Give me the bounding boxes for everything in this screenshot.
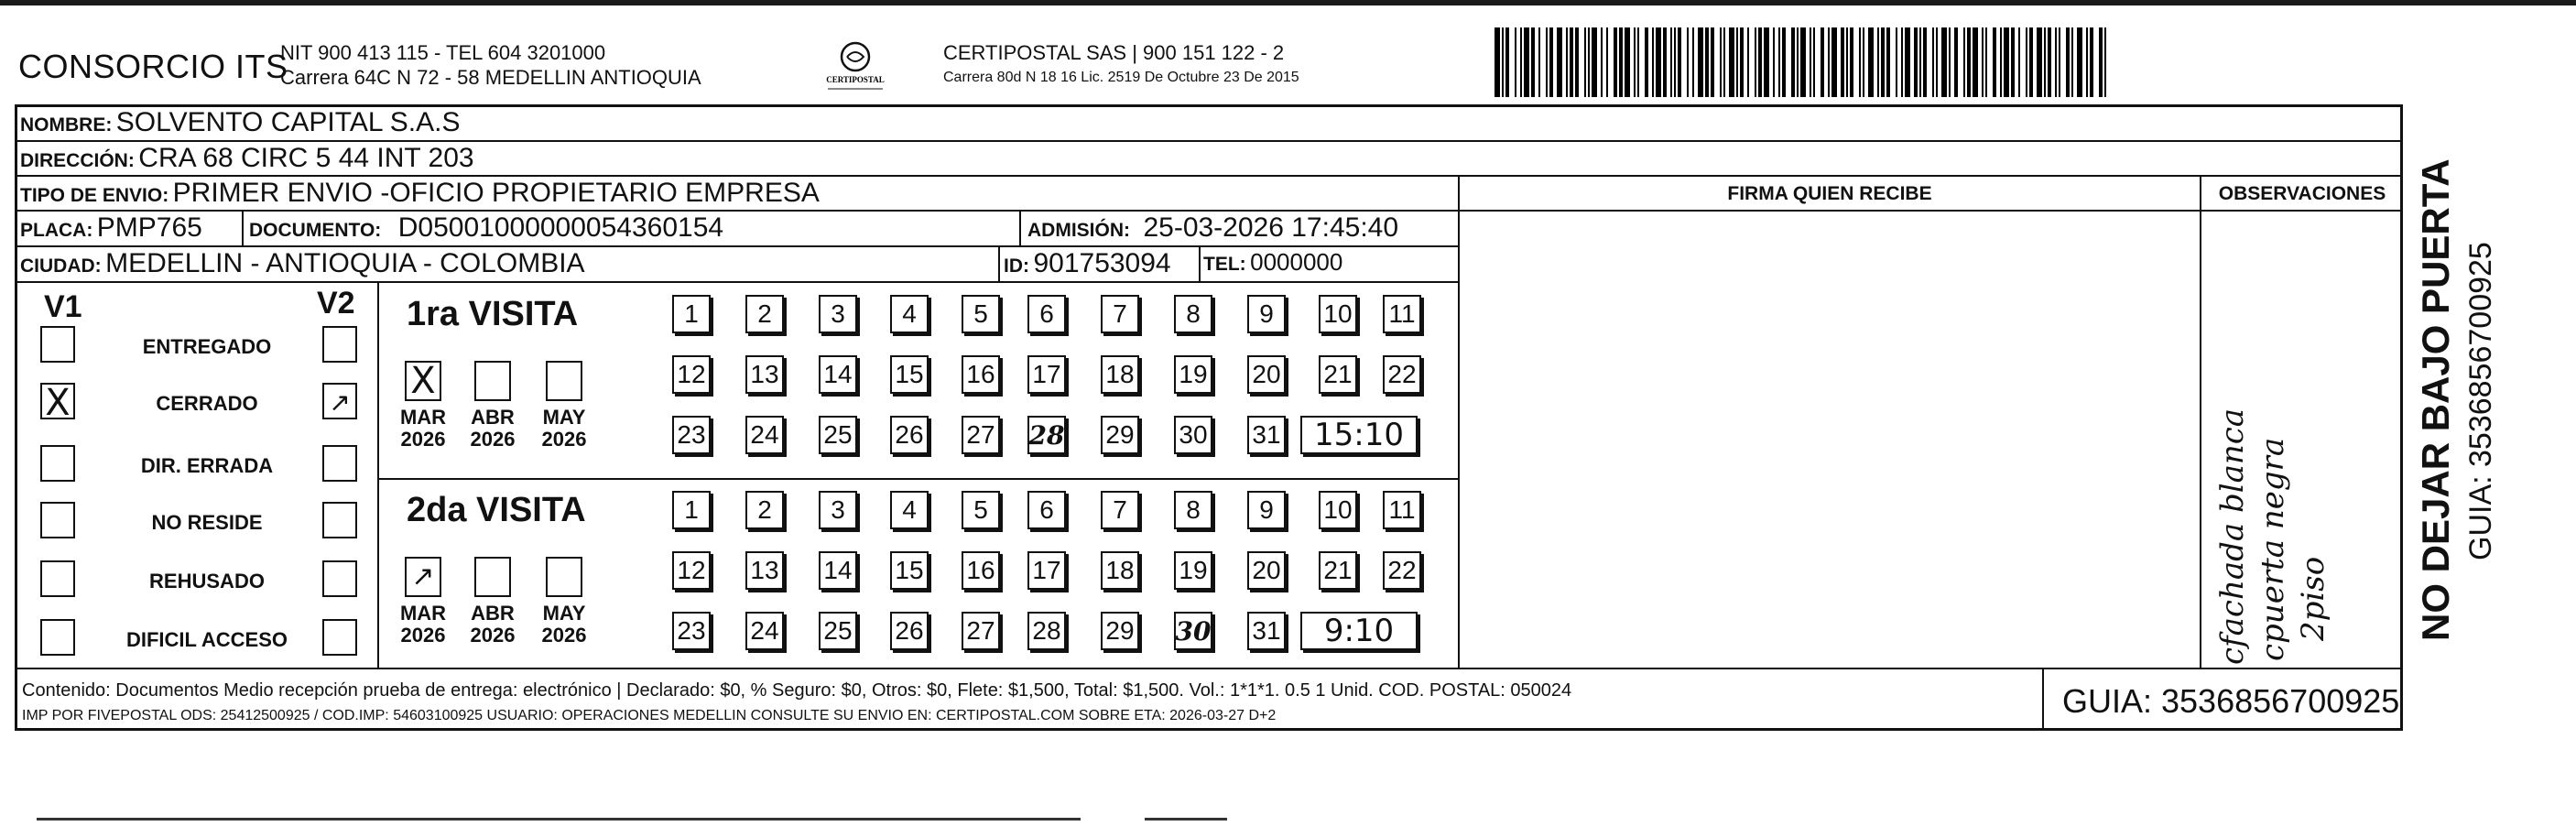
barcode-bar [1614,27,1617,97]
barcode-bar [1967,27,1971,97]
id-cell [1004,248,1171,279]
barcode-bar [1524,27,1529,97]
nombre-value: SOLVENTO CAPITAL S.A.S [115,107,461,137]
barcode-bar [1601,27,1603,97]
v2-checkbox[interactable] [322,619,357,656]
day-box[interactable]: 13 [745,551,784,590]
status-label: NO RESIDE [151,511,263,534]
day-box[interactable]: 17 [1027,551,1066,590]
id-value: 901753094 [1033,248,1171,278]
barcode-bar [1720,27,1722,97]
barcode-bar [1800,27,1806,97]
day-box[interactable]: 23 [672,612,711,650]
day-box[interactable]: 7 [1101,491,1139,529]
day-box[interactable]: 20 [1247,355,1286,394]
day-box[interactable]: 19 [1174,551,1212,590]
day-box[interactable]: 21 [1319,355,1357,394]
v1-checkbox[interactable] [40,382,75,424]
barcode-bar [2055,27,2057,97]
v2-checkbox[interactable] [322,560,357,597]
day-box[interactable]: 11 [1383,491,1421,529]
barcode-bar [1692,27,1694,97]
month-checkbox[interactable] [405,557,441,597]
day-box[interactable]: 3 [819,295,857,333]
month-name: MAY [542,602,586,625]
barcode-bar [1901,27,1903,97]
month-checkbox[interactable] [546,557,582,597]
barcode-bar [1868,27,1874,97]
barcode-bar [1828,27,1830,97]
day-box[interactable]: 22 [1383,355,1421,394]
month-checkbox[interactable] [474,557,511,597]
documento-value: D05001000000054360154 [397,212,724,243]
visit-time[interactable]: 9:10 [1300,612,1418,650]
v2-checkbox[interactable] [322,445,357,482]
day-box[interactable]: 3 [819,491,857,529]
day-box[interactable]: 25 [819,416,857,454]
day-box[interactable]: 31 [1247,612,1286,650]
day-box[interactable]: 2 [745,491,784,529]
barcode-bar [1982,27,1984,97]
barcode-bar [1859,27,1861,97]
day-box[interactable]: 1 [672,491,711,529]
tel-label: TEL: [1203,254,1246,275]
footer-guia: GUIA: 3536856700925 [2062,682,2400,720]
barcode-bar [1549,27,1553,97]
barcode-bar [2004,27,2009,97]
barcode-bar [2104,27,2106,97]
barcode-bar [1831,27,1837,97]
day-box[interactable]: 16 [962,355,1000,394]
day-box[interactable]: 17 [1027,355,1066,394]
barcode-bar [1846,27,1848,97]
admision-cell [1027,212,1398,244]
day-box[interactable]: 10 [1319,491,1357,529]
col-divider [2200,175,2201,668]
barcode-bar [1863,27,1864,97]
tipo-value: PRIMER ENVIO -OFICIO PROPIETARIO EMPRESA [172,178,820,208]
month-year: 2026 [400,624,446,647]
barcode-bar [1841,27,1844,97]
barcode-bar [2037,27,2042,97]
barcode-bar [1656,27,1661,97]
month-label [537,407,592,451]
direccion-value: CRA 68 CIRC 5 44 INT 203 [138,143,474,173]
svg-text:CERTIPOSTAL: CERTIPOSTAL [826,75,885,84]
barcode-bar [1570,27,1573,97]
month-label [396,603,451,647]
ciudad-label: CIUDAD: [20,255,102,277]
barcode-bar [1954,27,1958,97]
barcode-bar [1782,27,1786,97]
month-year: 2026 [470,624,516,647]
ciudad-cell [20,248,585,279]
day-box[interactable]: 6 [1027,295,1066,333]
day-box[interactable]: 25 [819,612,857,650]
documento-cell [249,212,723,244]
day-box[interactable]: 5 [962,491,1000,529]
barcode-bar [1896,27,1897,97]
barcode-bar [1821,27,1824,97]
barcode-bar [1850,27,1853,97]
footer-print-info: IMP POR FIVEPOSTAL ODS: 25412500925 / COD.IMP: 54603100925 USUARIO: OPERACIONES MEDELLIN CONSULTE SU ENVIO EN: CERTIPOSTAL.COM SOBRE ETA: 2026-03-27 D+2 [22,708,1277,723]
day-box[interactable]: 18 [1101,551,1139,590]
barcode-bar [1505,27,1509,97]
scan-edge [37,818,1081,821]
nombre-row [20,107,460,138]
barcode-bar [2000,27,2002,97]
admision-label: ADMISIÓN: [1027,220,1130,241]
v1-checkbox[interactable] [40,619,75,656]
day-box[interactable]: 15 [890,355,929,394]
barcode-bar [1886,27,1890,97]
month-year: 2026 [541,624,587,647]
barcode-bar [1502,27,1504,97]
barcode-bar [2066,27,2070,97]
id-label: ID: [1004,255,1029,277]
day-box[interactable]: 16 [962,551,1000,590]
company-info [280,40,701,90]
month-year: 2026 [541,428,587,451]
status-label: ENTREGADO [142,335,272,358]
placa-cell [20,212,202,244]
barcode-bar [1963,27,1965,97]
v2-checkbox[interactable] [322,502,357,538]
cell-divider [998,245,1000,282]
barcode-bar [1634,27,1636,97]
day-box[interactable]: 11 [1383,295,1421,333]
barcode-bar [1914,27,1918,97]
day-box[interactable]: 14 [819,551,857,590]
day-box[interactable]: 28 [1027,612,1066,650]
ciudad-value: MEDELLIN - ANTIOQUIA - COLOMBIA [105,248,585,278]
day-box[interactable]: 9 [1247,491,1286,529]
tipo-row [20,178,820,209]
barcode-bar [1538,27,1540,97]
month-year: 2026 [400,428,446,451]
day-box[interactable]: 19 [1174,355,1212,394]
barcode-bar [2059,27,2060,97]
v1-checkbox[interactable] [40,445,75,482]
day-box[interactable]: 26 [890,416,929,454]
barcode-bar [1645,27,1648,97]
barcode-bar [1813,27,1815,97]
direccion-label: DIRECCIÓN: [20,150,135,171]
day-box[interactable]: 24 [745,612,784,650]
footer-guia-divider [2042,668,2044,731]
day-box[interactable]: 6 [1027,491,1066,529]
barcode-bar [1520,27,1522,97]
day-box[interactable]: 12 [672,355,711,394]
barcode-bar [1993,27,1996,97]
month-label [465,407,520,451]
month-label [396,407,451,451]
barcode-bar [1625,27,1630,97]
month-name: ABR [471,602,515,625]
barcode-bar [1740,27,1744,97]
cell-divider [1019,210,1021,246]
day-box[interactable]: 10 [1319,295,1357,333]
barcode-bar [1941,27,1947,97]
cert-line: CERTIPOSTAL SAS | 900 151 122 - 2 [943,41,1285,64]
barcode-bar [2077,27,2082,97]
tipo-label: TIPO DE ENVIO: [20,185,169,206]
barcode-bar [1764,27,1769,97]
barcode-bar [1705,27,1709,97]
firma-header: FIRMA QUIEN RECIBE [1727,183,1932,204]
day-box[interactable]: 29 [1101,416,1139,454]
status-label: DIR. ERRADA [140,454,274,477]
tel-value: 0000000 [1250,248,1343,276]
row-divider [15,140,2403,142]
month-label [465,603,520,647]
day-box[interactable]: 23 [672,416,711,454]
observaciones-note-3: 2piso [2295,556,2331,641]
col-divider [1458,175,1460,668]
day-box[interactable]: 27 [962,416,1000,454]
barcode-bar [1936,27,1938,97]
barcode-bar [2011,27,2015,97]
barcode-bar [1698,27,1703,97]
v2-label: V2 [317,286,355,321]
address-line: Carrera 64C N 72 - 58 MEDELLIN ANTIOQUIA [280,66,701,89]
barcode-bar [1531,27,1535,97]
barcode-bar [1723,27,1725,97]
visit-title: 2da VISITA [407,491,586,529]
barcode-bar [1923,27,1927,97]
barcode-bar [1566,27,1568,97]
month-name: MAR [399,406,447,429]
placa-label: PLACA: [20,220,93,241]
month-check-mark: X [410,360,436,402]
barcode-bar [1588,27,1590,97]
v1-label: V1 [44,289,82,324]
barcode-bar [1729,27,1734,97]
status-label: CERRADO [156,392,258,415]
v1-checkbox[interactable] [40,560,75,597]
tel-cell [1203,248,1342,277]
barcode-bar [1881,27,1885,97]
observaciones-header: OBSERVACIONES [2218,183,2386,204]
barcode-bar [2044,27,2046,97]
barcode-bar [1877,27,1879,97]
barcode-bar [1546,27,1548,97]
day-box[interactable]: 13 [745,355,784,394]
month-name: ABR [471,406,515,429]
day-box[interactable]: 9 [1247,295,1286,333]
barcode-bar [1973,27,1978,97]
barcode-bar [2099,27,2103,97]
top-rule [0,0,2576,5]
day-box[interactable]: 30 [1174,416,1212,454]
barcode-bar [1797,27,1799,97]
status-label: DIFICIL ACCESO [125,628,288,651]
day-box[interactable]: 8 [1174,491,1212,529]
day-box[interactable]: 27 [962,612,1000,650]
row-divider [15,175,2403,177]
visit-time[interactable]: 15:10 [1300,416,1418,454]
footer-divider [15,668,2403,669]
day-box[interactable]: 29 [1101,612,1139,650]
certipostal-logo [817,38,894,93]
status-label: REHUSADO [149,570,265,592]
row-divider [15,281,1460,283]
observaciones-note-2: cpuerta negra [2255,437,2291,661]
barcode-bar [1663,27,1667,97]
v2-checkbox[interactable] [322,326,357,363]
day-box[interactable]: 7 [1101,295,1139,333]
visit-col-divider [377,281,379,668]
day-box[interactable]: 28 [1027,416,1066,454]
header-underline [1458,210,2403,212]
scan-edge [1145,818,1227,821]
barcode-bar [2029,27,2033,97]
day-box[interactable]: 22 [1383,551,1421,590]
barcode-bar [2026,27,2027,97]
barcode [1495,27,2227,97]
barcode-bar [1687,27,1689,97]
visit-divider [377,478,1460,480]
barcode-bar [1949,27,1951,97]
barcode-bar [1584,27,1586,97]
day-box[interactable]: 24 [745,416,784,454]
day-box[interactable]: 5 [962,295,1000,333]
barcode-bar [1515,27,1516,97]
barcode-bar [1905,27,1910,97]
barcode-bar [1758,27,1762,97]
month-year: 2026 [470,428,516,451]
barcode-bar [2048,27,2051,97]
company-name: CONSORCIO ITS [18,48,288,85]
barcode-bar [1773,27,1775,97]
month-name: MAY [542,406,586,429]
day-box[interactable]: 20 [1247,551,1286,590]
barcode-bar [1778,27,1780,97]
day-box[interactable]: 30 [1174,612,1212,650]
barcode-bar [1755,27,1756,97]
nombre-label: NOMBRE: [20,114,113,136]
footer-content: Contenido: Documentos Medio recepción prueba de entrega: electrónico | Declarado: $0, % Seguro: $0, Otros: $0, Flete: $1,500, Total: $1,500. Vol.: 1*1*1. 0.5 1 Unid. COD. POSTAL: 050024 [22,680,1572,701]
barcode-bar [1747,27,1749,97]
barcode-bar [1606,27,1608,97]
month-name: MAR [399,602,447,625]
side-guia: GUIA: 3536856700925 [2463,242,2498,560]
v2-check-mark: ↗ [329,387,351,418]
barcode-bar [1678,27,1681,97]
v1-checkbox[interactable] [40,502,75,538]
month-checkbox[interactable] [474,361,511,401]
month-checkbox[interactable] [546,361,582,401]
day-box[interactable]: 4 [890,295,929,333]
day-box[interactable]: 26 [890,612,929,650]
day-box[interactable]: 21 [1319,551,1357,590]
side-warning: NO DEJAR BAJO PUERTA [2414,158,2457,641]
barcode-bar [1575,27,1579,97]
barcode-bar [1791,27,1795,97]
v2-checkbox[interactable] [322,383,357,419]
day-box[interactable]: 12 [672,551,711,590]
day-box[interactable]: 4 [890,491,929,529]
observaciones-note-1: cfachada blanca [2214,408,2251,665]
nit-line: NIT 900 413 115 - TEL 604 3201000 [280,41,606,64]
barcode-bar [2090,27,2093,97]
barcode-bar [1670,27,1672,97]
barcode-bar [1919,27,1921,97]
barcode-bar [1495,27,1500,97]
admision-value: 25-03-2026 17:45:40 [1143,212,1399,243]
v1-check-mark: X [45,382,71,424]
cell-divider [1199,245,1201,282]
month-label [537,603,592,647]
barcode-bar [2086,27,2088,97]
barcode-bar [2071,27,2073,97]
placa-value: PMP765 [96,212,202,243]
barcode-bar [1711,27,1714,97]
day-box[interactable]: 14 [819,355,857,394]
barcode-bar [1674,27,1676,97]
barcode-bar [1985,27,1987,97]
day-box[interactable]: 18 [1101,355,1139,394]
day-box[interactable]: 31 [1247,416,1286,454]
barcode-bar [1932,27,1934,97]
day-box[interactable]: 8 [1174,295,1212,333]
day-box[interactable]: 2 [745,295,784,333]
day-box[interactable]: 15 [890,551,929,590]
cell-divider [242,210,244,246]
barcode-bar [2018,27,2020,97]
v1-checkbox[interactable] [40,326,75,363]
day-box[interactable]: 1 [672,295,711,333]
visit-title: 1ra VISITA [407,295,579,333]
row-divider [15,245,1460,247]
documento-label: DOCUMENTO: [249,220,382,241]
month-check-mark: ↗ [411,560,435,592]
barcode-bar [1619,27,1623,97]
barcode-bar [1637,27,1639,97]
barcode-bar [1810,27,1811,97]
certipostal-info [943,40,1299,90]
direccion-row [20,143,474,174]
barcode-bar [1652,27,1654,97]
month-checkbox[interactable] [405,361,441,401]
barcode-bar [1592,27,1597,97]
license-line: Carrera 80d N 18 16 Lic. 2519 De Octubre 23 De 2015 [943,70,1299,85]
barcode-bar [1736,27,1738,97]
barcode-bar [1557,27,1562,97]
